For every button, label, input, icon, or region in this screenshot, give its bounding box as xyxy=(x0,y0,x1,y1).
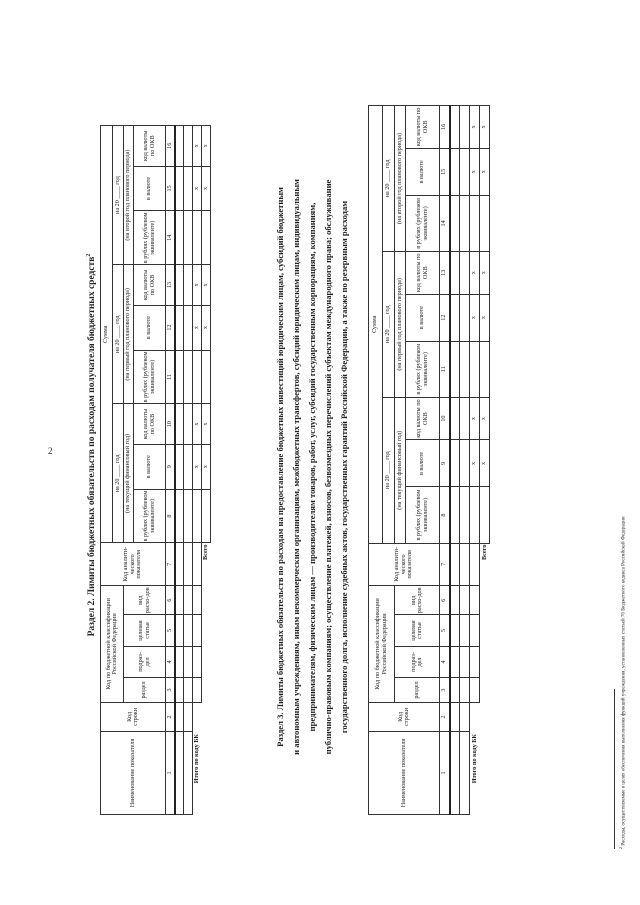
s2-data-cell[interactable] xyxy=(175,543,184,586)
s2-h-year-current: на 20 ____ год xyxy=(113,404,124,543)
s3-data-cell[interactable] xyxy=(450,106,460,149)
s2-data-cell[interactable] xyxy=(184,211,193,265)
section2-table xyxy=(100,125,211,815)
s3-x-mark: х xyxy=(470,294,480,341)
s3-col-num: 9 xyxy=(440,440,450,487)
page-number: 2 xyxy=(48,446,53,456)
s2-data-cell[interactable] xyxy=(184,615,193,646)
s2-col-num: 7 xyxy=(166,543,175,586)
s2-total-cell xyxy=(193,678,202,703)
s2-data-cell[interactable] xyxy=(184,265,193,305)
s2-total-cell xyxy=(202,350,211,404)
s2-col-num: 12 xyxy=(166,305,175,350)
s2-data-cell[interactable] xyxy=(175,126,184,167)
s2-total-cell xyxy=(193,350,202,404)
s3-total-cell xyxy=(470,678,480,703)
s3-data-cell[interactable] xyxy=(450,732,460,815)
s3-col-num: 16 xyxy=(440,106,450,149)
footnote-separator xyxy=(614,689,615,849)
s2-h-section: раздел xyxy=(124,678,166,703)
s2-h-year-second: на 20 ____ год xyxy=(113,126,124,265)
s2-col-num: 15 xyxy=(166,166,175,211)
s2-data-cell[interactable] xyxy=(184,586,193,615)
s3-data-cell[interactable] xyxy=(460,440,470,487)
s3-h-year-second: на 20 ____ год xyxy=(383,106,395,252)
s2-data-cell[interactable] xyxy=(184,126,193,167)
s3-data-cell[interactable] xyxy=(450,195,460,251)
s2-data-cell[interactable] xyxy=(184,166,193,211)
s2-data-cell[interactable] xyxy=(175,166,184,211)
s3-col-num: 13 xyxy=(440,251,450,294)
s2-h-name: Наименование показателя xyxy=(101,731,166,814)
s3-total-bk-label: Итого по коду БК xyxy=(470,734,478,784)
s2-h-subsection: подраз-дел xyxy=(124,646,166,677)
s3-total-cell xyxy=(470,341,480,397)
footnote-mark: 2 xyxy=(618,846,623,849)
s3-data-cell[interactable] xyxy=(450,294,460,341)
s2-x-mark: х xyxy=(193,444,202,489)
s3-total-label: Всего xyxy=(480,544,488,561)
s2-data-cell[interactable] xyxy=(175,305,184,350)
s3-data-cell[interactable] xyxy=(460,543,470,586)
s2-data-cell[interactable] xyxy=(175,350,184,404)
s3-x-mark: х xyxy=(470,397,480,440)
s2-col-num: 3 xyxy=(166,678,175,703)
s3-total-cell xyxy=(470,543,480,586)
s2-data-cell[interactable] xyxy=(184,350,193,404)
s3-h-bk: Код по бюджетной классификации Российской Федерации xyxy=(369,586,395,703)
s3-col-num: 15 xyxy=(440,148,450,195)
s3-data-cell[interactable] xyxy=(450,543,460,586)
s2-data-cell[interactable] xyxy=(175,586,184,615)
s3-x-mark: х xyxy=(470,148,480,195)
s3-data-cell[interactable] xyxy=(460,586,470,615)
s3-total-cell xyxy=(480,487,490,543)
s3-x-mark: х xyxy=(480,440,490,487)
s2-x-mark: х xyxy=(202,305,211,350)
s3-data-cell[interactable] xyxy=(460,106,470,149)
s3-h-okv-3: код валюты по ОКВ xyxy=(406,106,440,149)
s3-data-cell[interactable] xyxy=(460,702,470,731)
s2-x-mark: х xyxy=(202,444,211,489)
s2-total-label: Всего xyxy=(202,544,209,560)
s2-data-cell[interactable] xyxy=(175,211,184,265)
s2-h-analytic: Код аналити-ческого показателя xyxy=(101,543,166,586)
s3-col-num: 6 xyxy=(440,586,450,615)
s3-data-cell[interactable] xyxy=(460,646,470,677)
s3-data-cell[interactable] xyxy=(460,148,470,195)
s3-h-rub-2: в рублях (рублевом эквиваленте) xyxy=(406,341,440,397)
s3-col-num: 3 xyxy=(440,678,450,703)
s2-col-num: 1 xyxy=(166,731,175,814)
s3-col-num: 8 xyxy=(440,487,450,543)
s3-col-num: 10 xyxy=(440,397,450,440)
s2-h-code-line: Код строки xyxy=(101,702,166,731)
s3-x-mark: х xyxy=(480,251,490,294)
s2-x-mark: х xyxy=(202,126,211,167)
s3-data-cell[interactable] xyxy=(450,487,460,543)
s3-data-cell[interactable] xyxy=(450,397,460,440)
s2-x-mark: х xyxy=(193,166,202,211)
s2-data-cell[interactable] xyxy=(175,615,184,646)
s3-h-name: Наименование показателя xyxy=(369,732,440,815)
s3-data-cell[interactable] xyxy=(460,678,470,703)
s2-total-cell xyxy=(193,615,202,646)
s2-data-cell[interactable] xyxy=(175,678,184,703)
s3-h-cur-3: в валюте xyxy=(406,148,440,195)
s2-data-cell[interactable] xyxy=(175,265,184,305)
s2-h-cur-2: в валюте xyxy=(134,305,166,350)
s2-h-rub-1: в рублях (рублевом эквиваленте) xyxy=(134,489,166,543)
s3-h-rub-1: в рублях (рублевом эквиваленте) xyxy=(406,487,440,543)
s2-x-mark: х xyxy=(193,305,202,350)
s2-x-mark: х xyxy=(193,126,202,167)
s3-x-mark: х xyxy=(470,251,480,294)
s2-h-sum: Сумма xyxy=(101,126,113,544)
s3-data-cell[interactable] xyxy=(450,586,460,615)
s3-total-cell xyxy=(470,586,480,615)
s3-h-subsection: подраз-дел xyxy=(395,646,440,677)
s3-h-year-current: на 20 ____ год xyxy=(383,397,395,543)
s3-h-exp-type: вид расхо-дов xyxy=(395,586,440,615)
s2-h-first-note: (на первый год планового периода) xyxy=(124,265,134,404)
s3-col-num: 2 xyxy=(440,702,450,731)
s3-data-cell[interactable] xyxy=(460,341,470,397)
s3-data-cell[interactable] xyxy=(450,148,460,195)
footnote-text: Расходы, осуществляемые в целях обеспечения выполнения функций учреждения, установленных статьей 70 Бюджетного кодекса Российской Федерации xyxy=(621,516,627,846)
s2-data-cell[interactable] xyxy=(175,646,184,677)
s2-h-target: целевая статья xyxy=(124,615,166,646)
s3-h-cur-1: в валюте xyxy=(406,440,440,487)
s3-h-sum: Сумма xyxy=(369,106,383,544)
s3-data-cell[interactable] xyxy=(460,397,470,440)
s2-h-rub-3: в рублях (рублевом эквиваленте) xyxy=(134,211,166,265)
s2-data-cell[interactable] xyxy=(184,489,193,543)
s2-data-cell[interactable] xyxy=(184,731,193,814)
s2-col-num: 14 xyxy=(166,211,175,265)
s2-data-cell[interactable] xyxy=(184,702,193,731)
s3-data-cell[interactable] xyxy=(460,195,470,251)
s3-h-second-note: (на второй год планового периода) xyxy=(395,106,406,252)
s2-total-cell xyxy=(202,489,211,543)
s2-col-num: 5 xyxy=(166,615,175,646)
s2-col-num: 10 xyxy=(166,404,175,444)
section3-table xyxy=(368,105,490,815)
s3-data-cell[interactable] xyxy=(460,294,470,341)
s2-h-cur-1: в валюте xyxy=(134,444,166,489)
s3-data-cell[interactable] xyxy=(460,732,470,815)
s3-h-year-first: на 20 ____ год xyxy=(383,251,395,397)
s2-col-num: 13 xyxy=(166,265,175,305)
section3-title-line: и автономным учреждениям, иным некоммерческим организациям, межбюджетных трансфертов, субсидий юридическим лицам, индивидуальным xyxy=(291,179,301,755)
s2-h-bk: Код по бюджетной классификации Российской Федерации xyxy=(101,586,124,703)
s3-col-num: 7 xyxy=(440,543,450,586)
s3-data-cell[interactable] xyxy=(450,615,460,646)
section3-title-line: предпринимателям, физическим лицам — производителям товаров, работ, услуг, субсидий государственным корпорациям, компаниям, xyxy=(307,202,317,732)
s3-x-mark: х xyxy=(470,440,480,487)
s3-h-analytic: Код аналити-ческого показателя xyxy=(369,543,440,586)
s2-total-bk-label: Итого по коду БК xyxy=(193,734,200,784)
s3-total-cell xyxy=(470,615,480,646)
s3-data-cell[interactable] xyxy=(450,251,460,294)
s2-data-cell[interactable] xyxy=(184,646,193,677)
s2-h-rub-2: в рублях (рублевом эквиваленте) xyxy=(134,350,166,404)
s2-data-cell[interactable] xyxy=(184,444,193,489)
s2-total-cell xyxy=(202,211,211,265)
s3-h-first-note: (на первый год планового периода) xyxy=(395,251,406,397)
s2-x-mark: х xyxy=(202,404,211,444)
s2-x-mark: х xyxy=(202,265,211,305)
s2-h-second-note: (на второй год планового периода) xyxy=(124,126,134,265)
section2-footnote-mark: 2 xyxy=(86,253,92,257)
s2-x-mark: х xyxy=(202,166,211,211)
s2-data-cell[interactable] xyxy=(184,543,193,586)
s2-x-mark: х xyxy=(193,265,202,305)
s3-total-cell xyxy=(470,487,480,543)
s3-h-current-note: (на текущий финансовый год) xyxy=(395,397,406,543)
s3-total-cell xyxy=(470,646,480,677)
s2-h-current-note: (на текущий финансовый год) xyxy=(124,404,134,543)
section3-title-line: публично-правовым компаниям; осуществление платежей, взносов, безвозмездных перечислений субъектам международного права; обслуживание xyxy=(323,179,333,755)
s2-data-cell[interactable] xyxy=(175,731,184,814)
s3-h-code-line: Код строки xyxy=(369,702,440,731)
section2-title-text: Раздел 2. Лимиты бюджетных обязательств по расходам получателя бюджетных средств xyxy=(87,256,98,637)
s2-data-cell[interactable] xyxy=(175,444,184,489)
s3-col-num: 4 xyxy=(440,646,450,677)
s2-col-num: 11 xyxy=(166,350,175,404)
s2-data-cell[interactable] xyxy=(175,489,184,543)
s3-col-num: 5 xyxy=(440,615,450,646)
s2-h-exp-type: вид расхо-дов xyxy=(124,586,166,615)
s2-total-cell xyxy=(193,646,202,677)
s2-data-cell[interactable] xyxy=(184,404,193,444)
s2-x-mark: х xyxy=(193,404,202,444)
s3-h-okv-1: код валюты по ОКВ xyxy=(406,397,440,440)
section3-title xyxy=(272,117,352,817)
s3-col-num: 1 xyxy=(440,732,450,815)
s3-data-cell[interactable] xyxy=(450,678,460,703)
s3-total-cell xyxy=(480,341,490,397)
s3-data-cell[interactable] xyxy=(460,487,470,543)
s2-col-num: 9 xyxy=(166,444,175,489)
s2-data-cell[interactable] xyxy=(184,305,193,350)
footnote xyxy=(618,516,627,849)
section3-title-line: Раздел 3. Лимиты бюджетных обязательств по расходам на предоставление бюджетных инвестиций юридическим лицам, субсидий бюджетным xyxy=(275,187,285,747)
section3-title-line: государственного долга, исполнение судебных актов, государственных гарантий Российской Федерации, а также по резервным расходам xyxy=(339,200,349,734)
s3-h-cur-2: в валюте xyxy=(406,294,440,341)
s3-x-mark: х xyxy=(480,148,490,195)
s2-total-cell xyxy=(193,586,202,615)
s2-total-cell xyxy=(193,211,202,265)
s2-col-num: 16 xyxy=(166,126,175,167)
s2-h-okv-2: код валюты по ОКВ xyxy=(134,265,166,305)
section2-title xyxy=(86,125,97,765)
s2-h-year-first: на 20 ____ год xyxy=(113,265,124,404)
s3-x-mark: х xyxy=(480,294,490,341)
s3-data-cell[interactable] xyxy=(450,440,460,487)
s3-data-cell[interactable] xyxy=(450,646,460,677)
s2-h-cur-3: в валюте xyxy=(134,166,166,211)
s2-h-okv-3: код валюты по ОКВ xyxy=(134,126,166,167)
s3-total-cell xyxy=(470,195,480,251)
s3-x-mark: х xyxy=(480,106,490,149)
s2-data-cell[interactable] xyxy=(175,404,184,444)
s3-h-section: раздел xyxy=(395,678,440,703)
s3-x-mark: х xyxy=(470,106,480,149)
s2-data-cell[interactable] xyxy=(175,702,184,731)
s3-col-num: 12 xyxy=(440,294,450,341)
s3-data-cell[interactable] xyxy=(460,251,470,294)
s2-total-cell xyxy=(193,489,202,543)
s3-col-num: 14 xyxy=(440,195,450,251)
s3-h-okv-2: код валюты по ОКВ xyxy=(406,251,440,294)
s3-x-mark: х xyxy=(480,397,490,440)
s3-col-num: 11 xyxy=(440,341,450,397)
s3-h-rub-3: в рублях (рублевом эквиваленте) xyxy=(406,195,440,251)
s3-h-target: целевая статья xyxy=(395,615,440,646)
s3-data-cell[interactable] xyxy=(450,702,460,731)
s2-col-num: 4 xyxy=(166,646,175,677)
s2-data-cell[interactable] xyxy=(184,678,193,703)
s3-data-cell[interactable] xyxy=(460,615,470,646)
s2-col-num: 8 xyxy=(166,489,175,543)
s2-col-num: 2 xyxy=(166,702,175,731)
s2-h-okv-1: код валюты по ОКВ xyxy=(134,404,166,444)
s3-total-cell xyxy=(480,195,490,251)
s2-col-num: 6 xyxy=(166,586,175,615)
s3-data-cell[interactable] xyxy=(450,341,460,397)
s2-total-cell xyxy=(193,543,202,586)
